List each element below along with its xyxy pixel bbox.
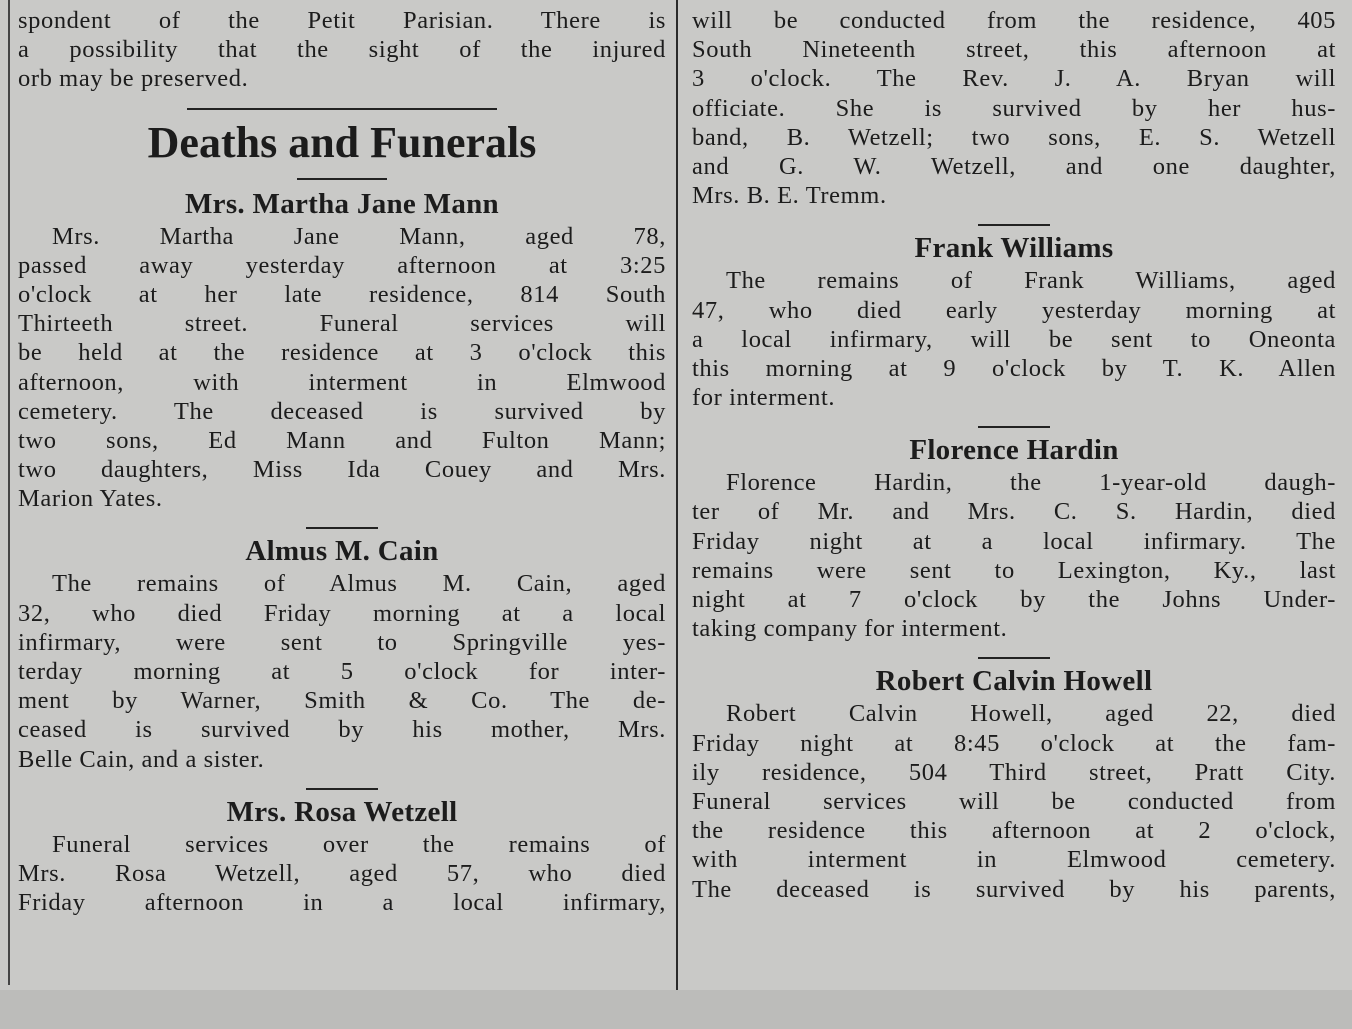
article-separator-rule — [306, 527, 378, 529]
body-line: terday morning at 5 o'clock for inter- — [18, 658, 666, 685]
body-line: o'clock at her late residence, 814 South — [18, 280, 666, 308]
body-line: for interment. — [692, 384, 836, 412]
body-line: cemetery. The deceased is survived by — [18, 397, 666, 425]
section-title: Deaths and Funerals — [147, 117, 537, 167]
column-divider — [676, 0, 678, 1000]
article-heading: Mrs. Martha Jane Mann — [185, 187, 499, 220]
body-line: Thirteeth street. Funeral services will — [18, 310, 666, 338]
body-line: a local infirmary, will be sent to Oneonta — [692, 325, 1336, 353]
body-line: with interment in Elmwood cemetery. — [692, 846, 1336, 874]
body-line: a possibility that the sight of the injured — [18, 36, 666, 64]
body-line: ment by Warner, Smith & Co. The de- — [18, 687, 666, 715]
body-line: be held at the residence at 3 o'clock this — [18, 339, 666, 367]
body-line: Funeral services will be conducted from — [692, 787, 1336, 815]
body-line: ily residence, 504 Third street, Pratt City. — [692, 758, 1336, 786]
left-edge-rule — [8, 0, 10, 985]
body-line: remains were sent to Lexington, Ky., last — [692, 556, 1336, 584]
body-line: Friday night at a local infirmary. The — [692, 527, 1336, 555]
title-rule — [297, 178, 387, 180]
body-line: Funeral services over the remains of — [52, 830, 666, 858]
body-line: officiate. She is survived by her hus- — [692, 94, 1336, 122]
body-line: orb may be preserved. — [18, 65, 249, 93]
ornamental-rule — [187, 108, 497, 110]
body-line: The remains of Almus M. Cain, aged — [52, 570, 666, 598]
body-line: band, B. Wetzell; two sons, E. S. Wetzell — [692, 123, 1336, 151]
body-line: South Nineteenth street, this afternoon at — [692, 36, 1336, 64]
body-line: Friday afternoon in a local infirmary, — [18, 889, 666, 917]
body-line: spondent of the Petit Parisian. There is — [18, 7, 666, 34]
body-line: Marion Yates. — [18, 485, 163, 513]
body-line: 47, who died early yesterday morning at — [692, 296, 1336, 324]
body-line: will be conducted from the residence, 405 — [692, 7, 1336, 34]
body-line: taking company for interment. — [692, 615, 1008, 643]
body-line: the residence this afternoon at 2 o'clock, — [692, 817, 1336, 845]
body-line: 3 o'clock. The Rev. J. A. Bryan will — [692, 65, 1336, 93]
article-heading: Florence Hardin — [909, 434, 1119, 467]
article-separator-rule — [978, 224, 1050, 226]
body-line: Friday night at 8:45 o'clock at the fam- — [692, 729, 1336, 757]
body-line: passed away yesterday afternoon at 3:25 — [18, 251, 666, 279]
body-line: Mrs. B. E. Tremm. — [692, 182, 887, 210]
body-line: afternoon, with interment in Elmwood — [18, 368, 666, 396]
body-line: infirmary, were sent to Springville yes- — [18, 628, 666, 656]
body-line: Mrs. Rosa Wetzell, aged 57, who died — [18, 859, 666, 887]
left-column — [18, 6, 666, 917]
body-line: night at 7 o'clock by the Johns Under- — [692, 586, 1336, 613]
body-line: two daughters, Miss Ida Couey and Mrs. — [18, 456, 666, 484]
body-line: two sons, Ed Mann and Fulton Mann; — [18, 426, 666, 454]
body-line: and G. W. Wetzell, and one daughter, — [692, 152, 1336, 180]
article-separator-rule — [978, 426, 1050, 428]
body-line: ceased is survived by his mother, Mrs. — [18, 716, 666, 744]
body-line: ter of Mr. and Mrs. C. S. Hardin, died — [692, 498, 1336, 526]
right-column — [692, 6, 1336, 904]
article-separator-rule — [978, 657, 1050, 659]
body-line: this morning at 9 o'clock by T. K. Allen — [692, 354, 1336, 382]
article-heading: Mrs. Rosa Wetzell — [226, 795, 458, 828]
body-line: Robert Calvin Howell, aged 22, died — [726, 700, 1336, 728]
article-heading: Robert Calvin Howell — [875, 665, 1153, 698]
article-separator-rule — [306, 788, 378, 790]
article-heading: Frank Williams — [914, 232, 1114, 265]
body-line: Florence Hardin, the 1-year-old daugh- — [726, 469, 1336, 497]
body-line: Belle Cain, and a sister. — [18, 745, 265, 773]
article-heading: Almus M. Cain — [245, 535, 439, 568]
body-line: Mrs. Martha Jane Mann, aged 78, — [52, 222, 666, 250]
body-line: 32, who died Friday morning at a local — [18, 599, 666, 627]
body-line: The remains of Frank Williams, aged — [726, 267, 1336, 295]
body-line: The deceased is survived by his parents, — [692, 875, 1336, 903]
page-bottom-edge — [0, 990, 1352, 1029]
